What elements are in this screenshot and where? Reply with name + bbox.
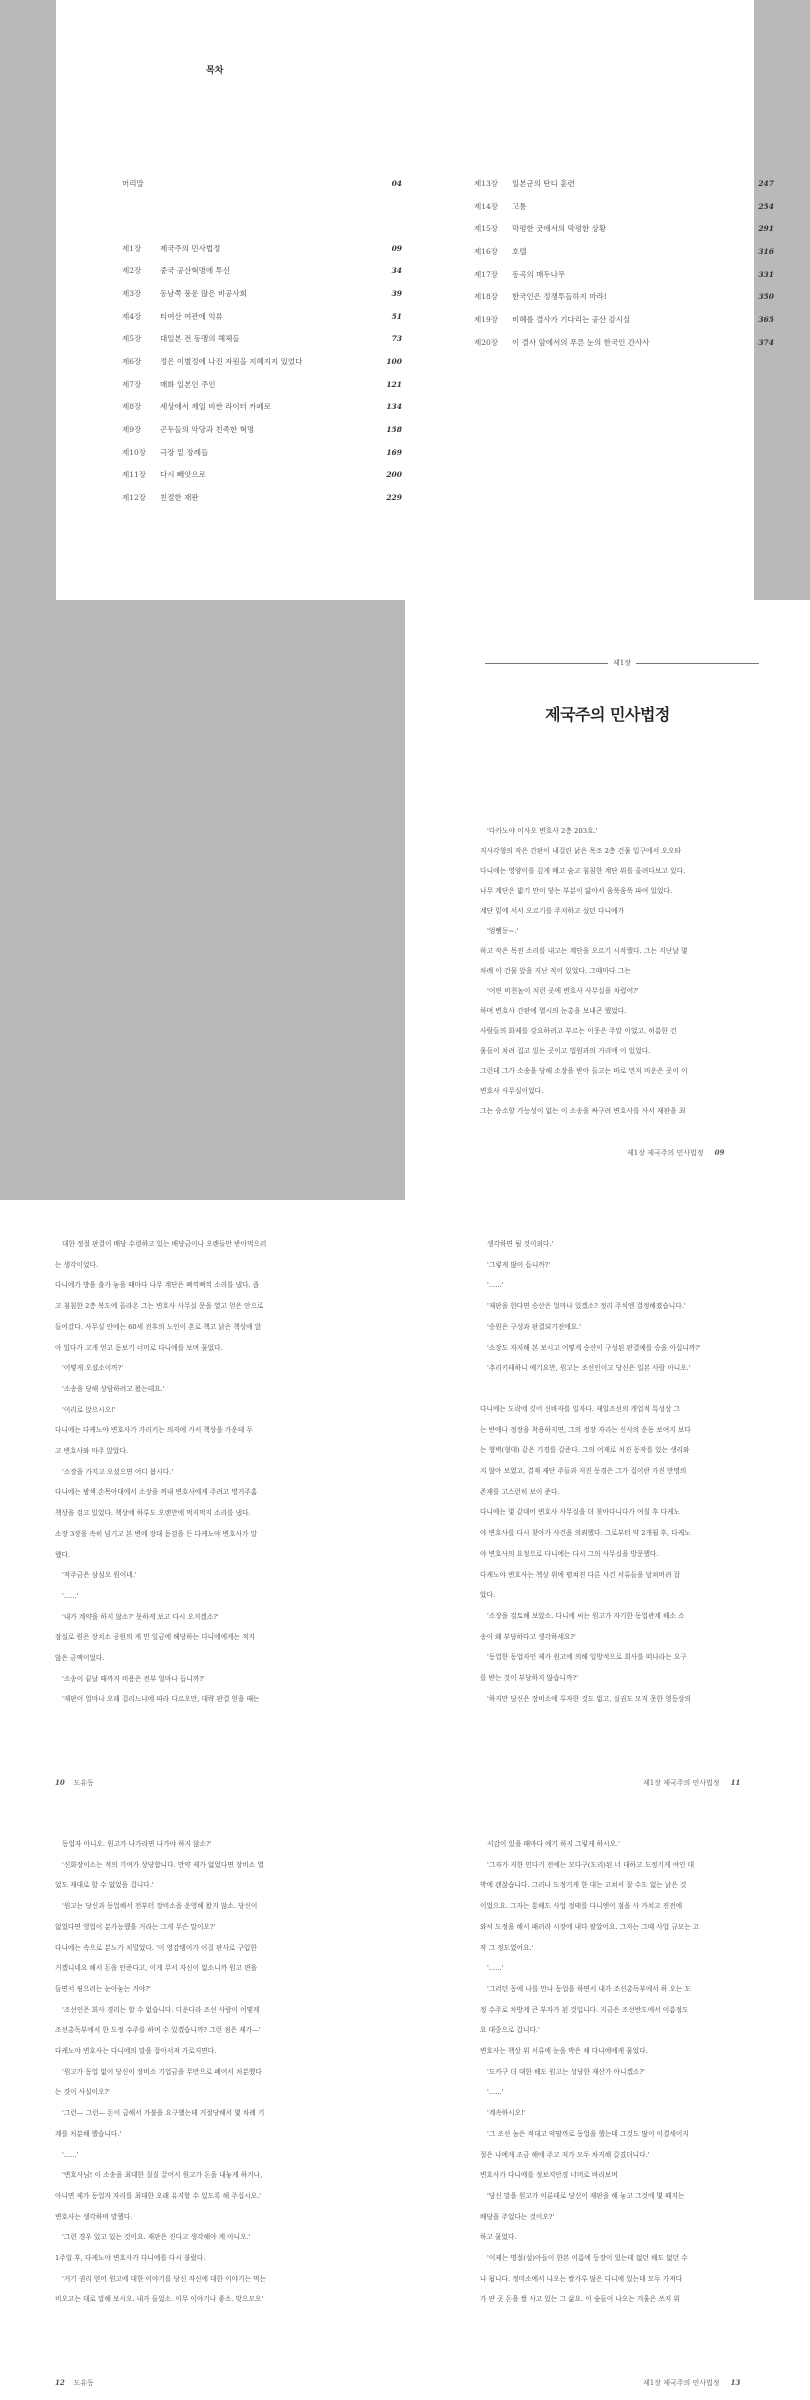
toc-page-number: 316 bbox=[758, 246, 774, 256]
toc-page-number: 34 bbox=[391, 266, 402, 276]
toc-entry bbox=[474, 217, 774, 240]
text-line: 계단 밑에 서서 오르기를 주저하고 섰던 다니에가 bbox=[480, 907, 625, 915]
page-10-text bbox=[55, 1234, 347, 1710]
toc-chapter-title: 고통 bbox=[512, 201, 527, 211]
toc-chapter-number: 제19장 bbox=[474, 314, 499, 324]
toc-chapter-number: 제11장 bbox=[122, 470, 147, 480]
footer-page-number: 11 bbox=[730, 1778, 741, 1787]
text-line: '엄뻠둔~.' bbox=[487, 927, 519, 935]
toc-chapter-title: 이 결사 앞에서의 푸른 눈의 한국인 간사사 bbox=[512, 337, 650, 347]
toc-heading: 목차 bbox=[206, 66, 224, 76]
text-line: 그는 승소할 가능성이 없는 이 소송을 싸구려 변호사를 사서 재판을 최 bbox=[480, 1107, 686, 1115]
text-line: '그 조선 놈은 적대고 약팔까로 동업을 했는데 그것도 많이 이결세이지 bbox=[487, 2129, 689, 2138]
text-line: 없었다면 영업이 분가능했을 거라는 그게 무슨 말이오?' bbox=[55, 1922, 216, 1931]
toc-chapter-number: 제12장 bbox=[122, 493, 147, 503]
toc-chapter-title: 다시 빼앗으로 bbox=[160, 470, 206, 480]
toc-entry bbox=[474, 172, 774, 195]
text-line: 변호사 사무실이었다. bbox=[480, 1087, 544, 1095]
toc-entry bbox=[474, 240, 774, 263]
toc-chapter-number: 제2장 bbox=[122, 266, 142, 276]
text-line: '그러던 동에 나를 만나 동업을 하면서 내가 조선총독부에서 하 오는 도 bbox=[487, 1984, 691, 1993]
text-line: 그런데 그가 소송을 당해 소장을 받아 들고는 바로 먼저 비운은 곳이 이 bbox=[480, 1067, 688, 1075]
toc-page-number: 39 bbox=[391, 288, 402, 298]
toc-chapter-title: 동남쪽 풍운 많은 비공사회 bbox=[160, 288, 247, 298]
toc-page-number: 158 bbox=[386, 425, 402, 435]
text-line: 야 변호사를 다시 찾아가 사건을 의뢰했다. 그로부터 약 2개월 후, 다케노 bbox=[480, 1529, 691, 1538]
text-line: '하지만 당신은 장비소에 투자한 것도 없고, 실권도 모직 못한 영등상의 bbox=[487, 1694, 691, 1703]
toc-left-column bbox=[122, 172, 402, 509]
text-line: 지 않아 보였고, 결재 재단 주들과 저진 동경은 그가 집이란 가진 만명의 bbox=[480, 1467, 687, 1476]
text-line: 조선총독부에서 한 도정 수주를 하며 수 있겠습니까? 그런 점은 제가—' bbox=[55, 2026, 261, 2035]
text-line: 아 있다가 고개 얻고 돋보기 너머로 다니에를 보며 물었다. bbox=[55, 1343, 223, 1352]
page-footer bbox=[627, 1148, 724, 1158]
toc-chapter-title: 제국주의 민사법정 bbox=[160, 243, 221, 253]
toc-page-number: 331 bbox=[758, 269, 774, 279]
toc-entry bbox=[474, 195, 774, 218]
text-line: '이제는 명절(설)아들이 한본 이름에 등장이 있는데 없던 해도 없던 수 bbox=[487, 2254, 688, 2263]
toc-entry bbox=[474, 263, 774, 286]
text-line: 다케노야 변호사는 책상 위에 펼쳐진 다른 사건 서류들을 덮쳐버려 잡 bbox=[480, 1570, 681, 1579]
toc-chapter-number: 제5장 bbox=[122, 334, 142, 344]
toc-chapter-number: 제20장 bbox=[474, 337, 499, 347]
text-line: 잠실로 원은 장치소 공원의 게 민 일금에 해당하는 다니에에게는 적지 bbox=[55, 1633, 256, 1642]
toc-chapter-title: 막평한 굿에서의 막평한 상황 bbox=[512, 224, 607, 234]
text-line: '재판이 얼마나 오래 걸리느냐에 따라 다르오만, 대략 판결 얻을 때는 bbox=[62, 1695, 260, 1704]
text-line: 사람들의 화제를 강요하려고 부르는 이웃은 주말 이었고, 허름한 건 bbox=[480, 1027, 677, 1035]
toc-chapter-number: 제10장 bbox=[122, 447, 147, 457]
footer-running-title: 도유동 bbox=[73, 2379, 94, 2387]
page-13-text bbox=[480, 1834, 772, 2310]
text-line: 는 반에나 정장을 착용하지면, 그의 정장 자리는 신사의 운동 보여지 보다 bbox=[480, 1425, 691, 1434]
text-line: 는 것이 사실이오?' bbox=[55, 2088, 110, 2097]
text-line: 고 변호사와 마주 앉았다. bbox=[55, 1447, 129, 1456]
toc-page-number: 254 bbox=[758, 201, 774, 211]
text-line: 대한 정절 판결이 배당 수령하고 있는 배당금이나 오렌들만 받아먹으러 bbox=[62, 1240, 267, 1248]
text-line: 하며 변호사 간판에 멸시의 눈총을 보내곤 했었다. bbox=[480, 1007, 627, 1015]
text-line: 와서 도정을 해서 패러라 시장에 내다 팔았어요. 그자는 그때 사업 규모는 고 bbox=[480, 1922, 700, 1931]
body-page-11 bbox=[405, 1200, 810, 1800]
toc-chapter-number: 제14장 bbox=[474, 201, 499, 211]
chapter-opener-page bbox=[405, 600, 810, 1200]
toc-entry bbox=[122, 282, 402, 305]
text-line: '신화장이소는 적의 기여가 상당합니다. 만약 제가 없었다면 장비소 열 bbox=[62, 1860, 264, 1869]
toc-page-number: 121 bbox=[386, 379, 402, 389]
text-line: 정 수주로 차방게 큰 부자가 된 것입니다. 지금은 조선반도에서 이름정도 bbox=[480, 2005, 689, 2014]
toc-chapter-number: 제17장 bbox=[474, 269, 499, 279]
toc-entry bbox=[122, 327, 402, 350]
text-line: 다니에는 몇 같대어 변호사 사무실을 더 찾아다니다가 여칠 후 다케노 bbox=[480, 1508, 681, 1517]
page-footer bbox=[643, 1778, 740, 1788]
body-page-13 bbox=[405, 1800, 810, 2400]
text-line: '......' bbox=[62, 1591, 79, 1600]
text-line: 했다. bbox=[55, 1550, 71, 1559]
chapter-body-text bbox=[480, 821, 772, 1121]
text-line: 1주일 후, 다케노야 변호사가 다니에를 다시 불렀다. bbox=[55, 2254, 206, 2263]
toc-page-number: 04 bbox=[391, 178, 402, 188]
toc-chapter-title: 곤두들의 악당과 친족한 혁명 bbox=[160, 425, 255, 435]
footer-page-number: 10 bbox=[55, 1778, 65, 1787]
text-line: '어떤 비천놈이 저런 곳에 변호사 사무실을 차렸어?' bbox=[487, 987, 639, 995]
text-line: 책상을 검고 있었다. 책상에 하루도 오랜만에 먹지먹지 소리를 냈다. bbox=[55, 1509, 251, 1518]
page-footer bbox=[643, 2378, 740, 2388]
text-line: 아니면 제가 동업자 자리를 최대한 오래 유지할 수 있도록 해 주십시오.' bbox=[55, 2191, 262, 2200]
text-line: 들어갔다. 사무실 안에는 60세 전후의 노인이 혼로 책고 낡은 책상에 앉 bbox=[55, 1322, 262, 1331]
toc-chapter-number: 제6장 bbox=[122, 356, 142, 366]
toc-entry bbox=[122, 441, 402, 464]
text-line: 다니에는 도락에 깃어 신바자를 일자다. 재일조선의 개업적 특성상 그 bbox=[480, 1404, 681, 1413]
toc-page-number: 51 bbox=[391, 311, 402, 321]
toc-page-number: 134 bbox=[386, 402, 402, 412]
text-line: '조선인은 회사 경리는 할 수 없습니다. 디운다라 조선 사람이 어떻게 bbox=[62, 2005, 260, 2014]
toc-chapter-title: 매화 일본인 주인 bbox=[160, 379, 216, 389]
text-line: '원고가 동업 없이 당신이 장비소 기업금을 무만으로 폐어서 처분했다 bbox=[62, 2067, 262, 2076]
page-11-text bbox=[480, 1234, 772, 1709]
text-line: '재판을 한다면 승산은 얼마나 있겠소? 정리 주식엔 결정해졌습니다.' bbox=[487, 1302, 686, 1311]
toc-page-number: 350 bbox=[758, 292, 774, 302]
text-line: 를 받는 것이 부당하지 않습니까?' bbox=[480, 1674, 578, 1683]
toc-chapter-title: 머리말 bbox=[122, 178, 144, 188]
text-line: 박에 괜찮습니다. 그러나 도정기게 한 대는 고쳐서 잘 수도 없는 낡은 것 bbox=[480, 1881, 687, 1890]
toc-entry bbox=[122, 418, 402, 441]
toc-chapter-number: 제15장 bbox=[474, 224, 499, 234]
toc-chapter-number: 제3장 bbox=[122, 288, 142, 298]
toc-chapter-title: 호텔 bbox=[512, 246, 527, 256]
text-line: 다니에는 밤색 손목아대에서 소장을 꺼내 변호사에게 주려고 명거주홈 bbox=[55, 1488, 258, 1497]
text-line: '그런 경우 있고 있는 것이요. 재판은 진다고 생각해야 게 아니오.' bbox=[62, 2233, 251, 2242]
text-line: 동업자 아니오. 원고가 나가라면 나가야 하지 않소?' bbox=[62, 1840, 212, 1848]
text-line: 거겠니네요 해서 돈을 안준다고, 이게 무서 자신이 없소니까 원고 편을 bbox=[55, 1964, 258, 1973]
text-line: 나 됩니다. 정미소에서 나오는 쌀가루 많은 다니에 있는데 모두 가져다 bbox=[480, 2274, 683, 2283]
toc-entry bbox=[122, 396, 402, 419]
toc-page-number: 229 bbox=[386, 493, 402, 503]
toc-chapter-number: 제18장 bbox=[474, 292, 499, 302]
text-line: 차례 이 건물 앞을 지난 적이 있었다. 그때마다 그는 bbox=[480, 967, 631, 975]
footer-running-title: 제1장 제국주의 민사법정 bbox=[643, 1779, 720, 1787]
toc-chapter-title: 동곡의 매두나무 bbox=[512, 269, 566, 279]
toc-chapter-title: 티여산 여관에 억류 bbox=[160, 311, 223, 321]
text-line: 들면서 핑으러는 눈아놓는 거야?' bbox=[55, 1984, 151, 1993]
toc-entry bbox=[122, 237, 402, 260]
text-line: 계를 처분해 했습니다.' bbox=[55, 2129, 122, 2138]
toc-chapter-title: 일본군의 탄디 훈련 bbox=[512, 178, 575, 188]
chapter-rule bbox=[485, 657, 759, 669]
toc-right-column bbox=[474, 172, 774, 354]
chapter-title: 제국주의 민사법정 bbox=[545, 705, 670, 724]
text-line: '작주금은 삼심오 원이네.' bbox=[62, 1571, 137, 1580]
rule-line-left bbox=[485, 663, 608, 664]
text-line: 이었으요. 그자는 통해도 사업 정태를 다니엔이 점을 사 가치고 진전에 bbox=[480, 1902, 683, 1911]
toc-page-number: 169 bbox=[386, 447, 402, 457]
rule-line-right bbox=[636, 663, 759, 664]
text-line: 직사각형의 작은 간판이 내걸린 낡은 목조 2층 건물 입구에서 오오타 bbox=[480, 847, 682, 855]
footer-page-number: 09 bbox=[714, 1148, 725, 1157]
text-line: 었도 재대로 할 수 없었을 겁니다.' bbox=[55, 1881, 154, 1890]
text-line: 변호사는 생각하며 말했다. bbox=[55, 2212, 133, 2221]
toc-chapter-title: 정은 이별정에 나진 자원을 지혜지지 있었다 bbox=[160, 356, 303, 366]
toc-chapter-title: 극장 밑 장례들 bbox=[160, 447, 209, 457]
toc-chapter-number: 제13장 bbox=[474, 178, 499, 188]
toc-page-number: 73 bbox=[391, 334, 402, 344]
toc-page-number: 291 bbox=[758, 224, 774, 234]
gray-blank-page bbox=[0, 600, 405, 1200]
text-line: 나무 계단은 밟기 만이 닿는 부분이 닳아서 움푹움푹 파여 있었다. bbox=[480, 887, 673, 895]
text-line: '이리로 앉으시오!' bbox=[62, 1405, 116, 1414]
text-line: 다케노야 변호사는 다니에의 말을 잡아서져 가로지면다. bbox=[55, 2047, 217, 2056]
text-line: 배당을 주었다는 것이오?' bbox=[480, 2212, 555, 2221]
toc-chapter-number: 제1장 bbox=[122, 243, 142, 253]
body-page-12 bbox=[0, 1800, 405, 2400]
text-line: 다니에가 방을 출가 놓을 때마다 나무 계단은 삐끽삐끽 소리를 냈다. 좁 bbox=[55, 1281, 260, 1290]
text-line: '소송을 당해 상담하려고 왔는데요.' bbox=[62, 1384, 165, 1393]
text-line: '승원은 구성과 판결되기전에요.' bbox=[487, 1322, 582, 1331]
footer-running-title: 도유동 bbox=[73, 1779, 94, 1787]
text-line: '그런— 그런— 돈이 급해서 가불을 요구했는데 거절당해서 몇 차례 기 bbox=[62, 2109, 265, 2118]
toc-entry bbox=[122, 172, 402, 195]
text-line: '......' bbox=[62, 2150, 79, 2159]
text-line: 고 침침한 2층 복도에 올라온 그는 변호사 사무실 문을 열고 얻은 안으로 bbox=[55, 1302, 264, 1311]
body-page-10 bbox=[0, 1200, 405, 1800]
page-footer bbox=[55, 2378, 94, 2388]
text-line: '......' bbox=[487, 1964, 504, 1973]
text-line: 는 형벽(형대) 같은 기경를 갈준다. 그의 어재로 처진 동작를 있는 생리와 bbox=[480, 1446, 690, 1455]
page-12-text bbox=[55, 1834, 347, 2310]
toc-chapter-number: 제16장 bbox=[474, 246, 499, 256]
toc-entry bbox=[474, 331, 774, 354]
text-line: 았다. bbox=[480, 1591, 496, 1600]
toc-chapter-number: 제4장 bbox=[122, 311, 142, 321]
text-line: '......' bbox=[487, 1281, 504, 1290]
text-line: '소장을 검토해 보았소. 다니에 씨는 원고가 자기한 동업관계 해소 소 bbox=[487, 1611, 685, 1620]
text-line: '소장도 자지해 본 보시고 어떻게 승산이 구성된 판결예를 승을 아십니까?' bbox=[487, 1343, 701, 1352]
text-line: 생각하면 될 것이외다.' bbox=[487, 1240, 554, 1248]
text-line: '거기 권리 얻어 원고에 대한 이야기를 당신 자신에 대한 이야기는 먹는 bbox=[62, 2274, 266, 2283]
text-line: 서감이 있을 때마다 예기 하지 그렇게 하시오.' bbox=[487, 1840, 620, 1848]
text-line: 다니에는 다케노야 변호사가 가리키는 의자에 가서 책상을 가운데 두 bbox=[55, 1426, 253, 1435]
text-line: 야 변호사의 요청으로 다니에는 다시 그의 사무실을 방문했다. bbox=[480, 1549, 659, 1558]
text-line: 하고 물었다. bbox=[480, 2233, 517, 2242]
toc-page-number: 100 bbox=[386, 356, 402, 366]
text-line: 송이 왜 부당하다고 생각하세요?' bbox=[480, 1632, 576, 1641]
text-line: '도카구 더 대한 해도 원고는 성당한 재산가 아니겠소?' bbox=[487, 2067, 645, 2076]
page-footer bbox=[55, 1778, 94, 1788]
toc-entry bbox=[122, 350, 402, 373]
text-line: '계속하시오!' bbox=[487, 2109, 526, 2118]
text-line: '당신 말을 원고가 이룬데로 당신이 재판을 해 놓고 그것에 몇 떼지는 bbox=[487, 2191, 685, 2200]
toc-chapter-title: 대일본 전 동맹의 해체들 bbox=[160, 334, 240, 344]
text-line: 변호사가 다니에를 정보지안경 너머로 바라보며 bbox=[480, 2171, 618, 2180]
footer-page-number: 13 bbox=[730, 2378, 741, 2387]
text-line: 소장 3장을 속히 넘기고 본 변에 장대 돋검을 든 다케노야 변호사가 말 bbox=[55, 1529, 258, 1538]
toc-chapter-title: 세상에서 제일 비싼 라이터 카페로 bbox=[160, 402, 271, 412]
text-line: 다니에는 영양이를 깊게 배고 숨고 침침한 계단 위를 올려다보고 있다. bbox=[480, 867, 686, 875]
toc-entry bbox=[122, 305, 402, 328]
footer-page-number: 12 bbox=[55, 2378, 65, 2387]
text-line: '다카노야 이사오 변호사 2층 203호.' bbox=[487, 827, 598, 835]
toc-chapter-number: 제7장 bbox=[122, 379, 142, 389]
text-line: 절은 나에게 조금 해에 주고 저가 모두 차지해 갈겼더니다.' bbox=[480, 2150, 650, 2159]
text-line: '......' bbox=[487, 2088, 504, 2097]
footer-running-title: 제1장 제국주의 민사법정 bbox=[643, 2379, 720, 2387]
toc-entry bbox=[122, 464, 402, 487]
text-line: 물들이 차려 집고 있는 곳이고 법원과의 거리에 이 있었다. bbox=[480, 1047, 651, 1055]
toc-chapter-title: 한국인은 정쟁투들하지 마라! bbox=[512, 292, 607, 302]
text-line: '어떻게 오셨소이까?' bbox=[62, 1364, 124, 1373]
toc-page-number: 09 bbox=[391, 243, 402, 253]
text-line: 비오고는 대로 말해 보시오. 내가 들었소. 이무 이야기나 좋소. 맞으모오' bbox=[55, 2295, 264, 2304]
text-line: '그렇게 많이 듭니까?' bbox=[487, 1260, 551, 1269]
text-line: 요 대중으로 갑니다.' bbox=[480, 2026, 540, 2035]
text-line: '추리키테하니 예기요만, 원고는 조선인이고 당신은 일본 사람 아니오.' bbox=[487, 1364, 691, 1373]
toc-page bbox=[56, 0, 774, 600]
text-line: 가 딴 곳 돈을 쌀 사고 있는 그 삶요. 이 숲들이 나오는 겨울은 쓰지 위 bbox=[480, 2295, 680, 2304]
text-line: 하고 작은 목전 소리를 내고는 계단을 오르기 시작했다. 그는 지난날 몇 bbox=[480, 947, 688, 955]
toc-page-number: 374 bbox=[758, 337, 774, 347]
toc-chapter-title: 비혜를 결사가 기다리는 공산 감시실 bbox=[512, 314, 631, 324]
toc-page-number: 200 bbox=[386, 470, 402, 480]
text-line: '소송이 끝날 때까지 비용은 전부 얼마나 듭니까?' bbox=[62, 1674, 205, 1683]
text-line: 변호사는 책상 위 서류에 눈을 박은 채 다니에에게 물었다. bbox=[480, 2047, 648, 2056]
text-line: '변호사님! 이 소송을 최대한 질질 끌어서 원고가 돈을 내놓게 하거나, bbox=[62, 2171, 263, 2180]
text-line: 는 생각이었다. bbox=[55, 1260, 99, 1269]
toc-entry bbox=[122, 373, 402, 396]
text-line: 작 그 정도였어요.' bbox=[480, 1943, 534, 1952]
text-line: '소장을 가지고 오셨으면 어디 봅시다.' bbox=[62, 1467, 174, 1476]
toc-page-number: 365 bbox=[758, 314, 774, 324]
footer-running-title: 제1장 제국주의 민사법정 bbox=[627, 1149, 704, 1157]
text-line: 않은 금액이었다. bbox=[55, 1654, 105, 1663]
toc-chapter-number: 제9장 bbox=[122, 425, 142, 435]
text-line: '내가 계약을 하지 않소?' 못하게 보고 다시 오지겠소?' bbox=[62, 1612, 219, 1621]
text-line: 존재를 고스런히 보이 준다. bbox=[480, 1487, 560, 1496]
text-line: '그자가 지한 민다기 전에는 모다구(도리)된 너 대하고 도정기게 여인 대 bbox=[487, 1860, 695, 1869]
toc-entry bbox=[474, 285, 774, 308]
text-line: 다니에는 속으로 분노가 치밀었다. '이 영감탱이가 이걸 판사로 구입한 bbox=[55, 1943, 257, 1952]
text-line: '동업한 동업자인 제가 원고에 의해 일방적으로 회사를 떠나라는 요구 bbox=[487, 1653, 687, 1662]
toc-entry bbox=[474, 308, 774, 331]
toc-entry bbox=[122, 486, 402, 509]
chapter-label: 제1장 bbox=[613, 659, 631, 667]
toc-chapter-title: 친절한 재판 bbox=[160, 493, 199, 503]
text-line: '원고는 당신과 동업해서 전부터 장비소을 운영해 왔지 않소. 당신이 bbox=[62, 1902, 258, 1911]
gray-margin-left bbox=[0, 0, 56, 600]
toc-page-number: 247 bbox=[758, 178, 774, 188]
toc-entry bbox=[122, 259, 402, 282]
toc-chapter-title: 중국 공산혁명에 투신 bbox=[160, 266, 230, 276]
toc-chapter-number: 제8장 bbox=[122, 402, 142, 412]
